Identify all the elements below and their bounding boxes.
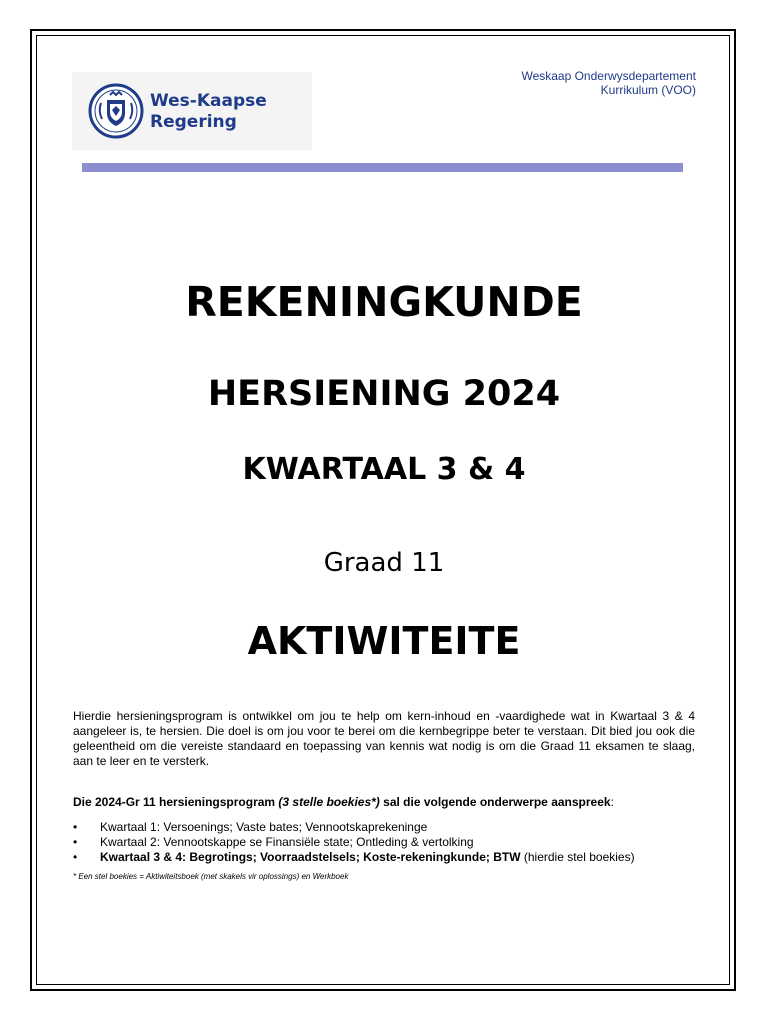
department-unit: Kurrikulum (VOO) [600,83,696,97]
grade-title: Graad 11 [323,548,445,578]
revision-title: HERSIENING 2024 [207,374,561,414]
logo-text-line2: Regering [150,112,237,132]
list-item [73,850,695,865]
bullet: • [73,835,78,849]
header-rule [82,163,683,172]
lead-text-4: : [610,795,614,809]
term-title: KWARTAAL 3 & 4 [242,452,526,487]
department-header [521,69,696,97]
list-item [73,820,695,835]
topics-list [73,820,695,865]
topic-suffix: (hierdie stel boekies) [520,850,635,864]
list-item [73,835,695,850]
lead-text-3: sal die volgende onderwerpe aanspreek [379,795,611,809]
topics-lead [73,795,695,810]
lead-text-1: Die 2024-Gr 11 hersieningsprogram [73,795,279,809]
bullet: • [73,850,78,864]
department-name: Weskaap Onderwysdepartement [521,69,696,83]
bullet: • [73,820,78,834]
topic-text: Kwartaal 1: Versoenings; Vaste bates; Vennootskaprekeninge [100,820,428,834]
intro-paragraph: Hierdie hersieningsprogram is ontwikkel om jou te help om kern-inhoud en -vaardighede wat in Kwartaal 3 & 4 aangeleer is, te hersien. Die doel is om jou voor te berei om die kernbegrippe beter te verstaan. Dit bied jou ook die geleentheid om die vereiste standaard en toepassing van kennis wat nodig is om die Graad 11 eksamen te slaag, aan te leer en te versterk. [73,709,695,768]
western-cape-crest-icon [88,83,144,139]
logo-text-line1: Wes-Kaapse [150,91,267,111]
lead-text-2: (3 stelle boekies*) [278,795,380,809]
subject-title: REKENINGKUNDE [185,278,583,326]
footnote: * Een stel boekies = Aktiwiteitsboek (met skakels vir oplossings) en Werkboek [73,872,349,881]
topic-text: Kwartaal 2: Vennootskappe se Finansiële state; Ontleding & vertolking [100,835,474,849]
activities-title: AKTIWITEITE [247,619,521,663]
topic-text: Kwartaal 3 & 4: Begrotings; Voorraadstelsels; Koste-rekeningkunde; BTW [100,850,521,864]
